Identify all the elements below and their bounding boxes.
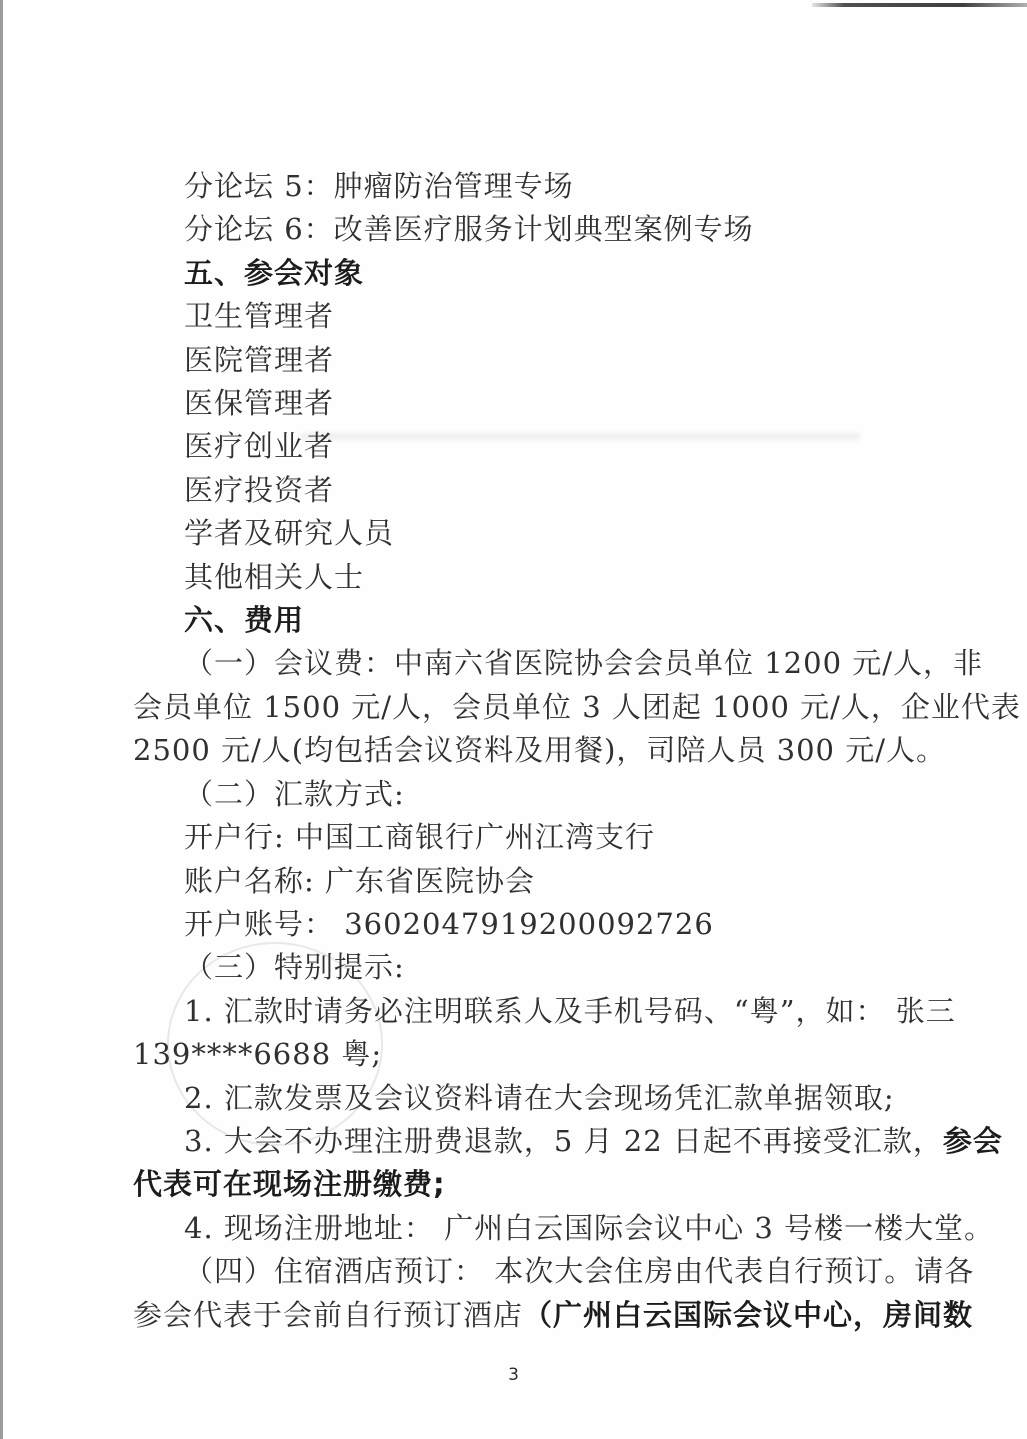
section-6-heading [133,599,927,642]
text-segment: 医院管理者 [184,342,335,377]
page-number: 3 [508,1365,519,1385]
text-segment: 会员单位 1500 元/人，会员单位 3 人团起 1000 元/人，企业代表 [133,689,1021,724]
notice-3-line-2 [133,1163,927,1206]
scan-artifact-top-line [812,3,1027,7]
text-segment-bold: 五、参会对象 [184,255,365,290]
text-segment: 1. 汇款时请务必注明联系人及手机号码、“粤”，如： 张三 [184,993,956,1028]
forum-5 [133,165,927,208]
account-name [133,860,927,903]
text-segment: （二）汇款方式: [184,776,405,811]
document-body [133,165,1021,1337]
fee-line-2 [133,686,1021,729]
text-segment: 账户名称: 广东省医院协会 [184,863,535,898]
text-segment: 2. 汇款发票及会议资料请在大会现场凭汇款单据领取; [184,1080,895,1115]
attendee-scholars [133,512,927,555]
text-segment: （三）特别提示: [184,950,405,985]
attendee-hospital-admins [133,339,927,382]
text-segment-bold: 代表可在现场注册缴费; [133,1167,446,1202]
text-segment-bold: 参会 [942,1123,1003,1158]
text-segment: 参会代表于会前自行预订酒店 [133,1297,524,1332]
text-segment: 医保管理者 [184,386,335,421]
fee-line-1 [133,642,984,685]
text-segment: 139****6688 粤; [133,1037,383,1072]
fee-line-3 [133,729,946,772]
text-segment: 3. 大会不办理注册费退款，5 月 22 日起不再接受汇款， [184,1123,943,1158]
text-segment: 开户行: 中国工商银行广州江湾支行 [184,820,655,855]
section-5-heading [133,252,927,295]
text-segment: 医疗创业者 [184,429,335,464]
text-segment: 分论坛 6：改善医疗服务计划典型案例专场 [184,212,754,247]
text-segment: 学者及研究人员 [184,516,395,551]
notice-heading [133,946,927,989]
hotel-line-1 [133,1250,975,1293]
text-segment-bold: （广州白云国际会议中心，房间数 [523,1297,974,1332]
bank-name [133,816,927,859]
text-segment: 其他相关人士 [184,559,365,594]
attendee-insurance-admins [133,382,927,425]
attendee-health-admins [133,295,927,338]
text-segment: 医疗投资者 [184,472,335,507]
notice-2 [133,1077,927,1120]
notice-3-line-1 [133,1120,1003,1163]
text-segment: （四）住宿酒店预订： 本次大会住房由代表自行预订。请各 [184,1254,975,1289]
forum-6 [133,208,927,251]
notice-1-line-1 [133,990,956,1033]
text-segment: 2500 元/人(均包括会议资料及用餐)，司陪人员 300 元/人。 [133,733,946,768]
text-segment-bold: 六、费用 [184,603,305,638]
notice-4 [133,1207,994,1250]
scan-artifact-left-edge [0,0,3,1439]
notice-1-line-2 [133,1033,927,1076]
hotel-line-2 [133,1294,974,1337]
text-segment: 开户账号： 3602047919200092726 [184,906,714,941]
attendee-others [133,556,927,599]
account-number [133,903,927,946]
remittance-heading [133,773,927,816]
text-segment: 4. 现场注册地址： 广州白云国际会议中心 3 号楼一楼大堂。 [184,1210,994,1245]
attendee-investors [133,469,927,512]
attendee-entrepreneurs [133,425,927,468]
text-segment: 分论坛 5：肿瘤防治管理专场 [184,169,574,203]
text-segment: 卫生管理者 [184,299,335,334]
text-segment: （一）会议费：中南六省医院协会会员单位 1200 元/人，非 [184,646,984,681]
